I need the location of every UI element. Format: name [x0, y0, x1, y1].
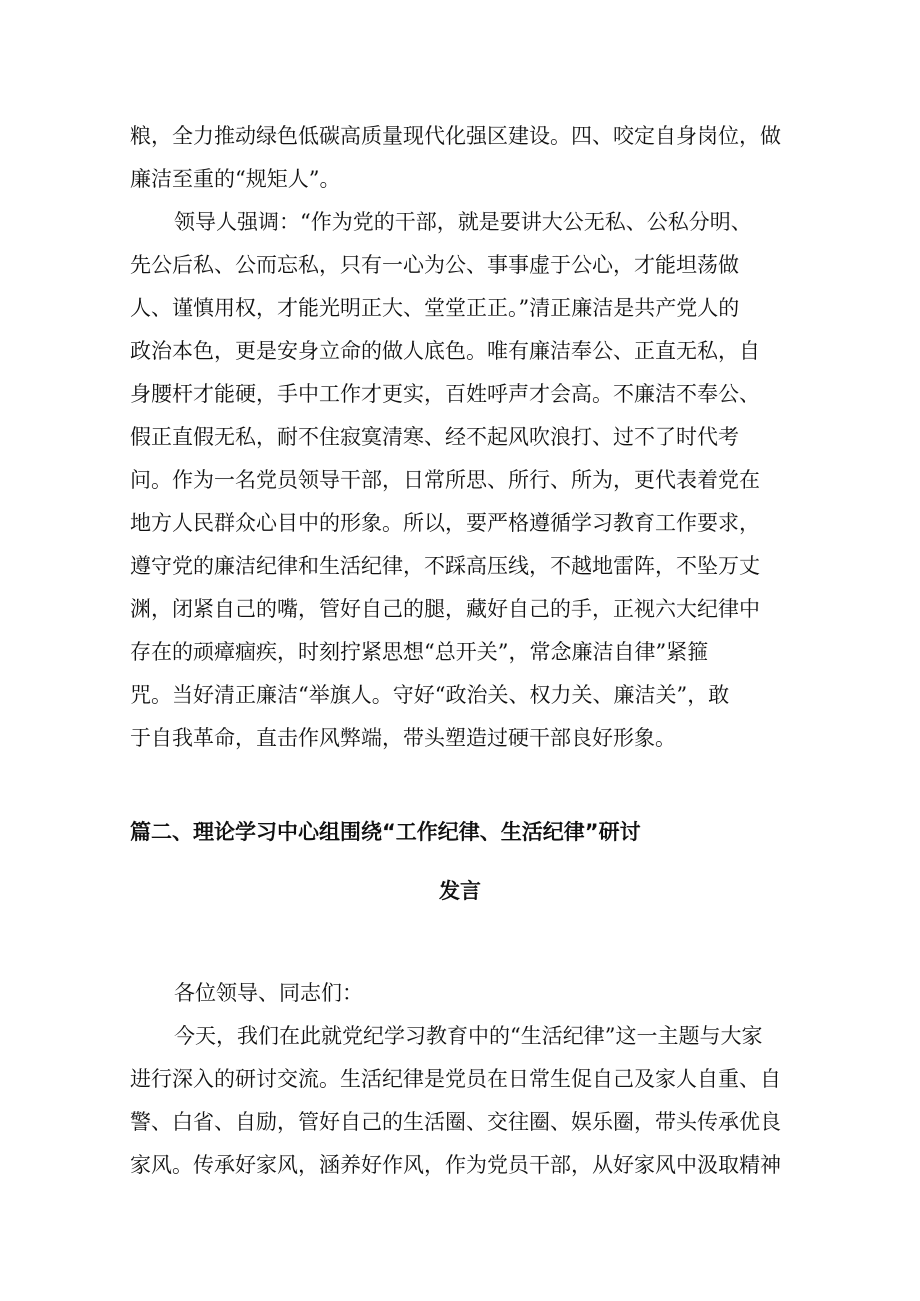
text-line: 存在的顽瘴痼疾，时刻拧紧思想“总开关”，常念廉洁自律”紧箍: [130, 640, 709, 664]
text-line: 咒。当好清正廉洁“举旗人。守好“政治关、权力关、廉洁关”，敢: [130, 683, 730, 707]
text-line: 政治本色，更是安身立命的做人底色。唯有廉洁奉公、正直无私，自: [130, 339, 760, 363]
text-line: 进行深入的研讨交流。生活纪律是党员在日常生促自己及家人自重、自: [130, 1067, 781, 1091]
text-line: 廉洁至重的“规矩人”。: [130, 167, 341, 191]
text-line: 家风。传承好家风，涵养好作风，作为党员干部，从好家风中汲取精神: [130, 1153, 781, 1177]
text-line: 假正直假无私，耐不住寂寞清寒、经不起风吹浪打、过不了时代考: [130, 425, 739, 449]
text-line: 警、白省、自励，管好自己的生活圈、交往圈、娱乐圈，带头传承优良: [130, 1110, 781, 1134]
text-line: 渊，闭紧自己的嘴，管好自己的腿，藏好自己的手，正视六大纪律中: [130, 597, 760, 621]
text-line: 人、谨慎用权，才能光明正大、堂堂正正。”清正廉洁是共产党人的: [130, 296, 740, 320]
text-line: 粮，全力推动绿色低碳高质量现代化强区建设。四、咬定自身岗位，做: [130, 124, 781, 148]
text-line: 地方人民群众心目中的形象。所以，要严格遵循学习教育工作要求，: [130, 511, 760, 535]
text-line: 于自我革命，直击作风弊端，带头塑造过硬干部良好形象。: [130, 726, 676, 750]
text-line: 先公后私、公而忘私，只有一心为公、事事虚于公心，才能坦荡做: [130, 253, 739, 277]
section-heading: 篇二、理论学习中心组围绕“工作纪律、生活纪律”研讨: [130, 820, 641, 844]
text-line: 领导人强调：“作为党的干部，就是要讲大公无私、公私分明、: [174, 210, 752, 234]
text-line: 今天，我们在此就党纪学习教育中的“生活纪律”这一主题与大家: [174, 1024, 763, 1048]
text-line: 遵守党的廉洁纪律和生活纪律，不踩高压线，不越地雷阵，不坠万丈: [130, 554, 760, 578]
text-line: 问。作为一名党员领导干部，日常所思、所行、所为，更代表着党在: [130, 468, 760, 492]
section-heading-continued: 发言: [439, 879, 481, 903]
greeting-line: 各位领导、同志们：: [174, 981, 363, 1005]
text-line: 身腰杆才能硬，手中工作才更实，百姓呼声才会高。不廉洁不奉公、: [130, 382, 760, 406]
